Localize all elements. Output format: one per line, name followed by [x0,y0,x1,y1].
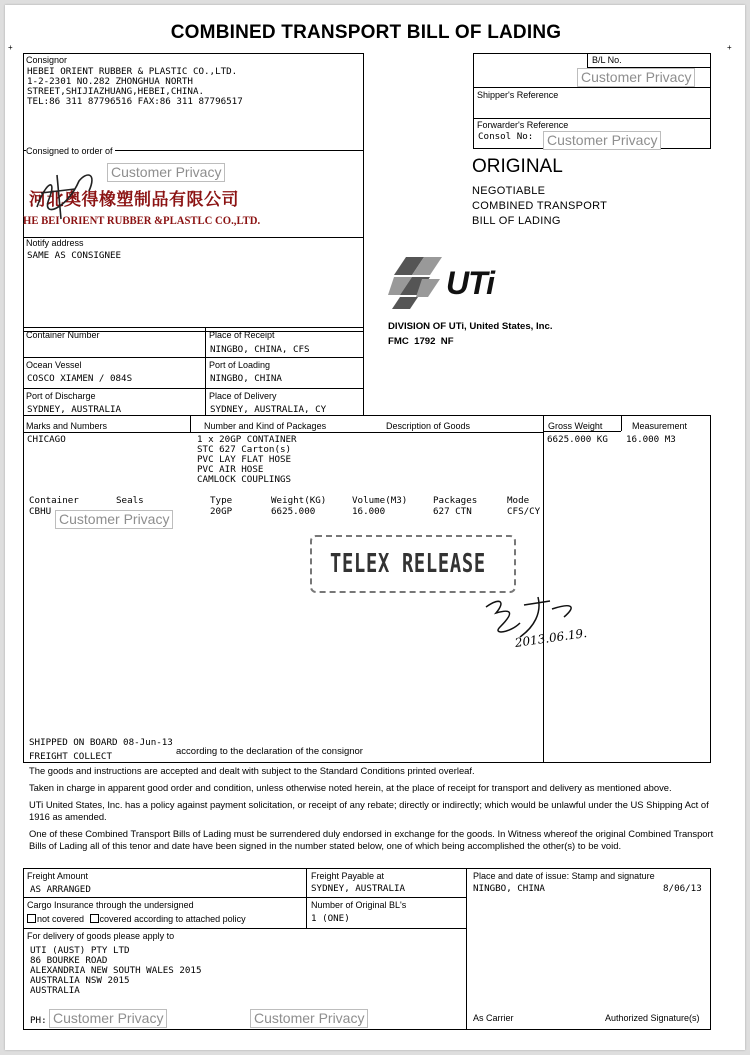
mode-col-header: Mode [507,495,530,506]
terms-paragraph: One of these Combined Transport Bills of Lading must be surrendered duly endorsed in exchange for the goods. In Witness whereof the original Combined Transport Bills of Lading all of this tenor and date have been signed in the number stated below, one of which being accomplished the other(s) to be void. [29,828,714,851]
privacy-mask: Customer Privacy [543,131,661,150]
terms-paragraph: UTi United States, Inc. has a policy against payment solicitation, or receipt of any rebate; directly or indirectly; which would be unlawful under the US Shipping Act of 1916 as amended. [29,799,709,822]
punch-mark: + [8,43,13,52]
grid-line [23,928,466,929]
stamp-english-text: HE BEI ORIENT RUBBER &PLASTLC CO.,LTD. [23,215,261,227]
ocean-vessel-label: Ocean Vessel [26,360,82,370]
terms-paragraph: Taken in charge in apparent good order and condition, unless otherwise noted herein, at the place of receipt for transport and delivery as mentioned above. [29,782,672,793]
not-covered-label: not covered [37,914,85,924]
terms-paragraph: The goods and instructions are accepted and dealt with subject to the Standard Conditions printed overleaf. [29,765,475,776]
goods-line: 1 x 20GP CONTAINER [197,434,297,445]
signature-scribble [27,169,117,221]
description-header: Description of Goods [386,421,471,431]
original-line: NEGOTIABLE [472,185,546,197]
consol-no-label: Consol No: [478,131,534,142]
consignor-line: STREET,SHIJIAZHUANG,HEBEI,CHINA. [27,86,205,97]
grid-line [621,415,622,431]
telex-release-text: TELEX RELEASE [330,549,486,579]
port-of-discharge-value: SYDNEY, AUSTRALIA [27,404,122,415]
covered-label: covered according to attached policy [99,914,246,924]
insurance-options [27,914,246,925]
notify-value: SAME AS CONSIGNEE [27,250,122,261]
container-cell: CBHU [29,506,52,517]
grid-line [23,897,466,898]
goods-line: STC 627 Carton(s) [197,444,292,455]
grid-line [543,415,544,763]
notify-label: Notify address [26,238,84,248]
consigned-label: Consigned to order of [26,146,113,156]
declaration-text: according to the declaration of the consignor [176,746,363,757]
grid-line [587,53,588,68]
grid-line [190,415,191,432]
punch-mark: + [727,43,732,52]
volume-col-header: Volume(M3) [352,495,408,506]
delivery-label: For delivery of goods please apply to [27,931,175,941]
company-stamp [21,183,261,235]
goods-line: PVC LAY FLAT HOSE [197,454,292,465]
measurement-value: 16.000 M3 [626,434,676,445]
privacy-mask: Customer Privacy [107,163,225,182]
gross-weight-header: Gross Weight [548,421,603,431]
mode-cell: CFS/CY [507,506,541,517]
port-of-loading-value: NINGBO, CHINA [210,373,282,384]
gross-weight-value: 6625.000 KG [547,434,608,445]
privacy-mask: Customer Privacy [250,1009,368,1028]
phone-label: PH: [30,1015,47,1026]
port-of-discharge-label: Port of Discharge [26,391,96,401]
grid-line [473,118,711,119]
freight-payable-value: SYDNEY, AUSTRALIA [311,883,406,894]
type-cell: 20GP [210,506,233,517]
freight-amount-label: Freight Amount [27,871,89,881]
goods-line: CAMLOCK COUPLINGS [197,474,292,485]
grid-line [466,868,467,1030]
document-title: COMBINED TRANSPORT BILL OF LADING [170,22,562,43]
delivery-line: UTI (AUST) PTY LTD [30,945,130,956]
grid-line [306,868,307,929]
place-of-delivery-value: SYDNEY, AUSTRALIA, CY [210,404,327,415]
shipped-on-board: SHIPPED ON BOARD 08-Jun-13 [29,737,173,748]
issue-place: NINGBO, CHINA [473,883,545,894]
uti-logo-text: UTi [446,265,494,301]
not-covered-checkbox[interactable] [27,914,36,923]
fmc-text: FMC 1792 NF [388,336,454,347]
grid-line [23,388,364,389]
covered-checkbox[interactable] [90,914,99,923]
forwarders-reference-label: Forwarder's Reference [477,120,569,130]
original-bls-value: 1 (ONE) [311,913,350,924]
marks-header: Marks and Numbers [26,421,108,431]
grid-line [23,357,364,358]
bill-of-lading-sheet [5,5,745,1050]
packages-col-header: Packages [433,495,478,506]
issue-date: 8/06/13 [663,883,702,894]
place-date-issue-label: Place and date of issue: Stamp and signature [473,871,655,881]
weight-col-header: Weight(KG) [271,495,327,506]
privacy-mask: Customer Privacy [577,68,695,87]
ocean-vessel-value: COSCO XIAMEN / 084S [27,373,133,384]
delivery-line: AUSTRALIA [30,985,80,996]
packages-cell: 627 CTN [433,506,472,517]
place-of-receipt-value: NINGBO, CHINA, CFS [210,344,310,355]
type-col-header: Type [210,495,233,506]
volume-cell: 16.000 [352,506,386,517]
uti-logo-mark-icon [388,255,446,311]
telex-release-stamp [310,535,516,593]
original-bls-label: Number of Original BL's [311,900,407,910]
freight-collect: FREIGHT COLLECT [29,751,112,762]
consignor-line: TEL:86 311 87796516 FAX:86 311 87796517 [27,96,243,107]
shippers-reference-label: Shipper's Reference [477,90,559,100]
place-of-receipt-label: Place of Receipt [209,330,275,340]
grid-line [473,87,711,88]
consignor-line: 1-2-2301 NO.282 ZHONGHUA NORTH [27,76,193,87]
packages-header: Number and Kind of Packages [204,421,327,431]
port-of-loading-label: Port of Loading [209,360,271,370]
marks-value: CHICAGO [27,434,66,445]
seals-col-header: Seals [116,495,144,506]
bl-no-label: B/L No. [592,55,622,65]
privacy-mask: Customer Privacy [49,1009,167,1028]
uti-logo [388,255,528,311]
as-carrier-label: As Carrier [473,1013,514,1023]
container-number-label: Container Number [26,330,100,340]
division-text: DIVISION OF UTi, United States, Inc. [388,321,553,332]
grid-line [23,432,543,433]
weight-cell: 6625.000 [271,506,316,517]
goods-line: PVC AIR HOSE [197,464,264,475]
original-title: ORIGINAL [472,156,563,177]
grid-line [205,327,206,416]
original-line: COMBINED TRANSPORT [472,200,608,212]
authorized-signature-label: Authorized Signature(s) [605,1013,700,1023]
place-of-delivery-label: Place of Delivery [209,391,277,401]
consignor-label: Consignor [26,55,68,65]
privacy-mask: Customer Privacy [55,510,173,529]
measurement-header: Measurement [632,421,688,431]
signature-date: 2013.06.19. [514,625,588,650]
container-col-header: Container [29,495,79,506]
freight-amount-value: AS ARRANGED [30,884,91,895]
stamp-chinese-text: 河北奥得橡塑制品有限公司 [29,190,239,210]
cargo-insurance-label: Cargo Insurance through the undersigned [27,900,194,910]
delivery-line: 86 BOURKE ROAD [30,955,108,966]
original-line: BILL OF LADING [472,215,561,227]
delivery-line: AUSTRALIA NSW 2015 [30,975,130,986]
consignor-line: HEBEI ORIENT RUBBER & PLASTIC CO.,LTD. [27,66,238,77]
freight-payable-label: Freight Payable at [311,871,385,881]
delivery-line: ALEXANDRIA NEW SOUTH WALES 2015 [30,965,202,976]
